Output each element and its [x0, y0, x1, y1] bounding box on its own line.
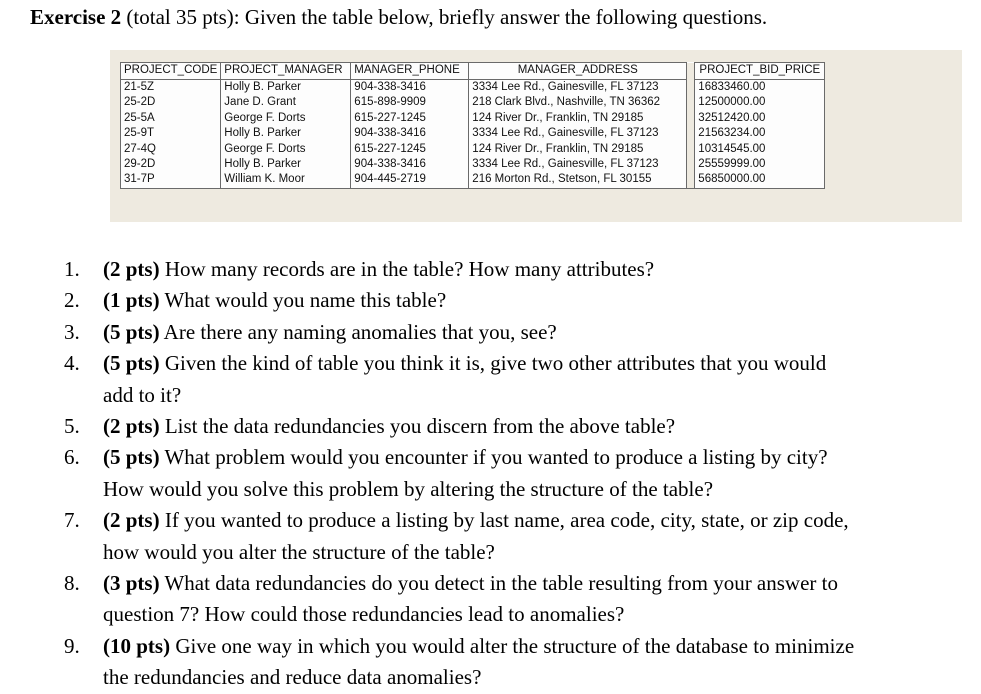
question-item [58, 631, 968, 694]
question-points: (1 pts) [103, 288, 160, 313]
question-points: (2 pts) [103, 257, 160, 281]
question-item [58, 348, 968, 411]
column-gap [687, 80, 695, 96]
column-gap [687, 95, 695, 110]
cell-manager-phone: 615-227-1245 [351, 111, 469, 126]
cell-project-manager: George F. Dorts [221, 111, 351, 126]
question-text: Are there any naming anomalies that you, see? [159, 319, 557, 344]
table-row [121, 95, 825, 110]
table-row [121, 126, 825, 141]
question-number: 5. [64, 414, 80, 439]
table-row [121, 157, 825, 172]
table-row [121, 80, 825, 96]
question-item [58, 254, 968, 285]
cell-manager-phone: 615-227-1245 [351, 142, 469, 157]
question-points: (5 pts) [103, 351, 160, 376]
cell-project-manager: George F. Dorts [221, 142, 351, 157]
cell-project-bid-price: 25559999.00 [695, 157, 825, 172]
cell-project-manager: Holly B. Parker [221, 126, 351, 141]
cell-manager-phone: 904-338-3416 [351, 157, 469, 172]
table-header-row [121, 63, 825, 80]
table-image-panel [110, 50, 962, 222]
question-number: 6. [64, 445, 80, 470]
question-text: Given the kind of table you think it is, give two other attributes that you would [159, 351, 827, 376]
question-item [58, 442, 968, 505]
cell-manager-phone: 615-898-9909 [351, 95, 469, 110]
cell-project-code: 31-7P [121, 172, 221, 188]
cell-manager-address: 124 River Dr., Franklin, TN 29185 [469, 142, 687, 157]
column-header-project-code: PROJECT_CODE [121, 63, 221, 80]
question-text: What problem would you encounter if you wanted to produce a listing by city? [159, 445, 828, 470]
cell-manager-address: 124 River Dr., Franklin, TN 29185 [469, 111, 687, 126]
column-gap [687, 142, 695, 157]
question-text-continued: add to it? [103, 382, 182, 407]
question-text: How many records are in the table? How many attributes? [159, 257, 655, 281]
cell-project-manager: William K. Moor [221, 172, 351, 188]
cell-project-manager: Jane D. Grant [221, 95, 351, 110]
question-text: List the data redundancies you discern from the above table? [159, 414, 676, 439]
question-number: 2. [64, 288, 80, 313]
question-points: (10 pts) [103, 633, 171, 658]
question-text: Give one way in which you would alter the structure of the database to minimize [170, 633, 855, 658]
question-text-continued: question 7? How could those redundancies lead to anomalies? [103, 602, 625, 627]
column-gap [687, 172, 695, 188]
cell-project-code: 29-2D [121, 157, 221, 172]
exercise-title [30, 4, 767, 30]
cell-manager-phone: 904-338-3416 [351, 126, 469, 141]
cell-project-bid-price: 12500000.00 [695, 95, 825, 110]
project-table [120, 62, 825, 189]
question-item [58, 317, 968, 348]
cell-project-manager: Holly B. Parker [221, 80, 351, 96]
cell-manager-address: 3334 Lee Rd., Gainesville, FL 37123 [469, 80, 687, 96]
column-gap [687, 157, 695, 172]
cell-project-bid-price: 16833460.00 [695, 80, 825, 96]
question-text-continued: How would you solve this problem by altering the structure of the table? [103, 476, 714, 501]
cell-project-manager: Holly B. Parker [221, 157, 351, 172]
cell-project-bid-price: 10314545.00 [695, 142, 825, 157]
cell-project-bid-price: 56850000.00 [695, 172, 825, 188]
question-number: 8. [64, 571, 80, 596]
column-header-project-bid-price: PROJECT_BID_PRICE [695, 63, 825, 80]
cell-project-code: 27-4Q [121, 142, 221, 157]
cell-manager-address: 3334 Lee Rd., Gainesville, FL 37123 [469, 126, 687, 141]
table-row [121, 142, 825, 157]
cell-project-code: 25-5A [121, 111, 221, 126]
column-gap [687, 63, 695, 80]
column-header-manager-address: MANAGER_ADDRESS [469, 63, 687, 80]
question-text: If you wanted to produce a listing by last name, area code, city, state, or zip code, [159, 508, 849, 533]
cell-manager-phone: 904-338-3416 [351, 80, 469, 96]
question-points: (5 pts) [103, 445, 160, 470]
table-row [121, 111, 825, 126]
question-number: 4. [64, 351, 80, 376]
question-number: 7. [64, 508, 80, 533]
column-header-project-manager: PROJECT_MANAGER [221, 63, 351, 80]
column-gap [687, 111, 695, 126]
table-body [121, 80, 825, 189]
cell-manager-address: 3334 Lee Rd., Gainesville, FL 37123 [469, 157, 687, 172]
question-item [58, 285, 968, 316]
question-text: What data redundancies do you detect in the table resulting from your answer to [159, 571, 838, 596]
cell-project-code: 25-9T [121, 126, 221, 141]
cell-project-bid-price: 32512420.00 [695, 111, 825, 126]
question-item [58, 568, 968, 631]
cell-manager-address: 216 Morton Rd., Stetson, FL 30155 [469, 172, 687, 188]
question-text-continued: the redundancies and reduce data anomalies? [103, 665, 482, 690]
question-item [58, 505, 968, 568]
question-text-continued: how would you alter the structure of the table? [103, 539, 495, 564]
cell-manager-phone: 904-445-2719 [351, 172, 469, 188]
table-row [121, 172, 825, 188]
question-number: 1. [64, 257, 80, 281]
question-item [58, 411, 968, 442]
question-points: (2 pts) [103, 414, 160, 439]
question-points: (5 pts) [103, 319, 160, 344]
question-points: (2 pts) [103, 508, 160, 533]
exercise-title-rest: (total 35 pts): Given the table below, briefly answer the following questions. [121, 5, 768, 29]
cell-project-bid-price: 21563234.00 [695, 126, 825, 141]
cell-project-code: 25-2D [121, 95, 221, 110]
exercise-title-bold: Exercise 2 [30, 5, 122, 29]
question-points: (3 pts) [103, 571, 160, 596]
cell-manager-address: 218 Clark Blvd., Nashville, TN 36362 [469, 95, 687, 110]
question-number: 3. [64, 319, 80, 344]
question-list [58, 254, 968, 694]
column-gap [687, 126, 695, 141]
column-header-manager-phone: MANAGER_PHONE [351, 63, 469, 80]
question-text: What would you name this table? [159, 288, 447, 313]
cell-project-code: 21-5Z [121, 80, 221, 96]
question-number: 9. [64, 633, 80, 658]
